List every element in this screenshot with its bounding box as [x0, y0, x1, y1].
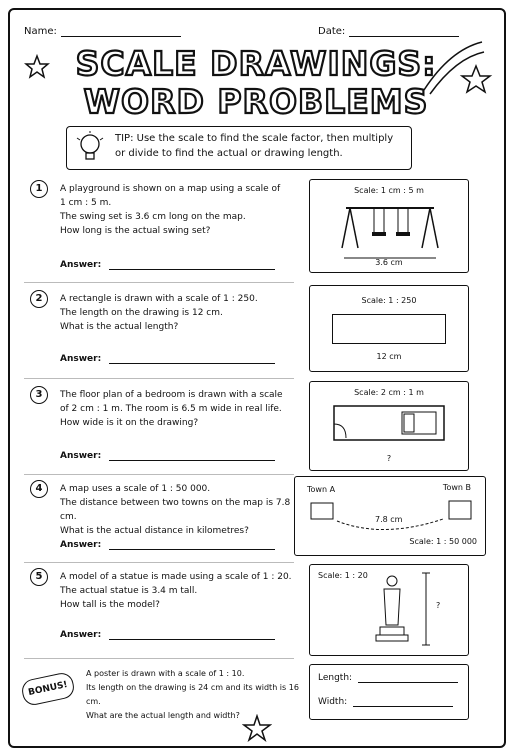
swing-set-icon [340, 202, 440, 262]
answer-2[interactable]: Answer: [60, 354, 275, 364]
page-title-line2: WORD PROBLEMS [83, 82, 429, 121]
question-text: The floor plan of a bedroom is drawn with a scale of 2 cm : 1 m. The room is 6.5 m wide in real life. How wide is it on the drawing? [60, 390, 283, 428]
figure-scale: Scale: 1 cm : 5 m [354, 186, 424, 195]
statue-icon [368, 571, 441, 651]
question-number: 1 [30, 180, 48, 198]
answer-1[interactable]: Answer: [60, 260, 275, 270]
town-a-label: Town A [307, 485, 336, 494]
figure-measure: ? [386, 454, 392, 463]
answer-line[interactable] [109, 269, 275, 270]
figure-3 [309, 381, 469, 471]
rectangle-shape [332, 314, 446, 344]
answer-line[interactable] [109, 363, 275, 364]
name-field[interactable] [24, 26, 181, 37]
question-number: 2 [30, 290, 48, 308]
date-label: Date: [318, 26, 346, 37]
answer-5[interactable]: Answer: [60, 630, 275, 640]
divider [24, 378, 294, 379]
answer-line[interactable] [109, 549, 275, 550]
divider [24, 474, 294, 475]
page-title-line1: SCALE DRAWINGS: [75, 44, 437, 83]
figure-measure: ? [436, 601, 441, 610]
figure-measure: 7.8 cm [375, 515, 403, 524]
name-label: Name: [24, 26, 57, 37]
width-field[interactable]: Width: [318, 697, 453, 707]
question-text: A rectangle is drawn with a scale of 1 : 250. The length on the drawing is 12 cm. What is the actual length? [60, 294, 258, 332]
bonus-badge: BONUS! [20, 671, 76, 707]
question-number: 4 [30, 480, 48, 498]
divider [24, 282, 294, 283]
tip-text: TIP: Use the scale to find the scale factor, then multiply or divide to find the actual or drawing length. [115, 133, 394, 159]
figure-5 [309, 564, 469, 656]
answer-4[interactable]: Answer: [60, 540, 275, 550]
question-text: A model of a statue is made using a scale of 1 : 20. The actual statue is 3.4 m tall. How tall is the model? [60, 572, 292, 610]
figure-measure: 12 cm [376, 352, 402, 361]
figure-scale: Scale: 1 : 250 [361, 296, 417, 305]
name-line[interactable] [61, 36, 181, 37]
question-text: A map uses a scale of 1 : 50 000. The distance between two towns on the map is 7.8 cm. What is the actual distance in kilometres? [60, 484, 291, 536]
answer-line[interactable] [109, 460, 275, 461]
question-1 [30, 180, 295, 270]
town-b-label: Town B [442, 483, 471, 492]
answer-3[interactable]: Answer: [60, 451, 275, 461]
answer-line[interactable] [109, 639, 275, 640]
divider [24, 562, 294, 563]
question-number: 3 [30, 386, 48, 404]
figure-4 [294, 476, 486, 556]
bonus-text: A poster is drawn with a scale of 1 : 10. Its length on the drawing is 24 cm and its width is 16 cm. What are the actual length and width? [86, 669, 299, 720]
figure-scale: Scale: 2 cm : 1 m [354, 388, 424, 397]
smiling-star-icon [242, 714, 272, 742]
figure-scale: Scale: 1 : 20 [318, 571, 368, 580]
bonus-answer-box [309, 664, 469, 720]
floor-plan-icon [332, 404, 448, 444]
figure-2 [309, 285, 469, 372]
figure-scale: Scale: 1 : 50 000 [409, 537, 477, 546]
length-field[interactable]: Length: [318, 673, 458, 683]
lightbulb-icon [75, 130, 105, 166]
divider [24, 658, 294, 659]
figure-1 [309, 179, 469, 273]
question-text: A playground is shown on a map using a scale of 1 cm : 5 m. The swing set is 3.6 cm long on the map. How long is the actual swing set? [60, 184, 281, 236]
tip-box [66, 126, 412, 170]
question-number: 5 [30, 568, 48, 586]
figure-measure: 3.6 cm [375, 258, 403, 267]
